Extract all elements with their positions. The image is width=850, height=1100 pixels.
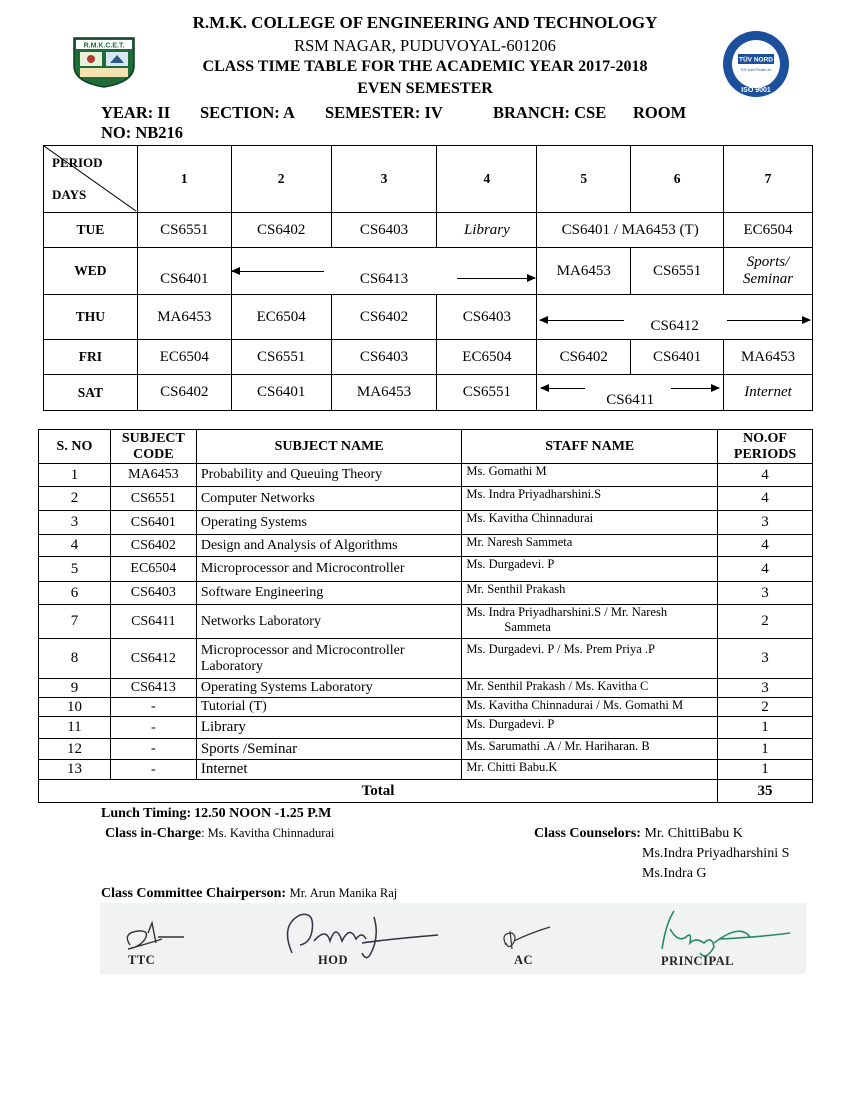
subject-name-line: Microprocessor and Microcontroller <box>200 642 405 658</box>
period-cell: CS6401 <box>231 375 331 411</box>
sno-cell: 12 <box>39 739 111 760</box>
signature-strip <box>100 903 806 974</box>
periods-cell: 3 <box>718 582 813 605</box>
day-label: WED <box>44 248 138 295</box>
period-cell: CS6551 <box>231 340 331 375</box>
corner-days-label: DAYS <box>52 187 87 202</box>
subject-name-cell: Operating Systems <box>196 511 462 535</box>
header-line: CODE <box>133 446 174 462</box>
period-text-line: Seminar <box>743 271 794 287</box>
staff-name-cell: Mr. Chitti Babu.K <box>462 760 718 780</box>
period-cell: CS6402 <box>137 375 231 411</box>
subject-name-cell: Library <box>196 717 462 739</box>
period-cell: CS6551 <box>437 375 537 411</box>
column-header-sno: S. NO <box>39 430 111 464</box>
lab-span-arrow-right <box>671 388 719 389</box>
period-cell: CS6402 <box>537 340 631 375</box>
incharge-value: : Ms. Kavitha Chinnadurai <box>201 826 335 840</box>
period-cell: Internet <box>724 375 813 411</box>
lab-code: CS6412 <box>650 318 699 334</box>
subject-name-cell: Microprocessor and Microcontroller <box>196 557 462 582</box>
sno-cell: 13 <box>39 760 111 780</box>
timetable-header-row <box>44 146 813 213</box>
table-row <box>39 464 813 487</box>
table-row <box>39 511 813 535</box>
table-row <box>39 717 813 739</box>
chair-value: Mr. Arun Manika Raj <box>289 886 398 900</box>
staff-line: Ms. Indra Priyadharshini.S / Mr. Naresh <box>466 605 668 619</box>
staff-name-cell: Ms. Sarumathi .A / Mr. Hariharan. B <box>462 739 718 760</box>
code-cell: CS6403 <box>110 582 196 605</box>
staff-name-cell: Ms. Durgadevi. P <box>462 717 718 739</box>
staff-name-cell: Mr. Senthil Prakash / Ms. Kavitha C <box>462 679 718 698</box>
table-row <box>39 605 813 639</box>
table-row <box>39 557 813 582</box>
class-counselors <box>534 826 743 842</box>
sno-cell: 6 <box>39 582 111 605</box>
branch-label: BRANCH: CSE <box>493 103 607 122</box>
period-cell: Library <box>437 213 537 248</box>
subject-name-cell: Design and Analysis of Algorithms <box>196 535 462 557</box>
sno-cell: 8 <box>39 639 111 679</box>
periods-cell: 1 <box>718 717 813 739</box>
staff-name-cell: Ms. Durgadevi. P / Ms. Prem Priya .P <box>462 639 718 679</box>
lab-block <box>537 375 724 411</box>
signature-label-ttc: TTC <box>128 953 156 967</box>
counselor-name: Ms.Indra G <box>642 866 707 881</box>
periods-cell: 3 <box>718 679 813 698</box>
day-label: THU <box>44 295 138 340</box>
lab-code: CS6411 <box>606 392 655 408</box>
period-cell: MA6453 <box>724 340 813 375</box>
sno-cell: 1 <box>39 464 111 487</box>
column-header-staff-name: STAFF NAME <box>462 430 718 464</box>
period-header: 3 <box>331 146 437 213</box>
subject-name-line: Laboratory <box>200 658 264 674</box>
day-label: SAT <box>44 375 138 411</box>
lab-code: CS6413 <box>359 271 409 287</box>
staff-line: Sammeta <box>504 620 551 634</box>
code-cell: CS6551 <box>110 487 196 511</box>
chair-label: Class Committee Chairperson: <box>101 886 287 901</box>
table-row <box>39 679 813 698</box>
sno-cell: 2 <box>39 487 111 511</box>
staff-name-cell: Ms. Durgadevi. P <box>462 557 718 582</box>
periods-cell: 2 <box>718 698 813 717</box>
period-header: 5 <box>537 146 631 213</box>
subject-name-cell: Software Engineering <box>196 582 462 605</box>
college-address: RSM NAGAR, PUDUVOYAL-601206 <box>294 36 556 55</box>
column-header-subject-name: SUBJECT NAME <box>196 430 462 464</box>
room-number: NO: NB216 <box>101 123 184 142</box>
header-line: SUBJECT <box>121 430 185 446</box>
period-cell: CS6403 <box>331 340 437 375</box>
total-label: Total <box>39 780 718 803</box>
period-cell: CS6402 <box>331 295 437 340</box>
total-value: 35 <box>718 780 813 803</box>
subject-name-cell: Tutorial (T) <box>196 698 462 717</box>
staff-name-cell <box>462 605 718 639</box>
periods-cell: 4 <box>718 464 813 487</box>
sno-cell: 5 <box>39 557 111 582</box>
periods-cell: 2 <box>718 605 813 639</box>
subject-name-cell <box>196 639 462 679</box>
day-label: FRI <box>44 340 138 375</box>
period-cell <box>724 248 813 295</box>
periods-cell: 4 <box>718 557 813 582</box>
committee-chairperson <box>101 886 397 902</box>
staff-name-cell: Ms. Kavitha Chinnadurai <box>462 511 718 535</box>
periods-cell: 4 <box>718 487 813 511</box>
code-cell: - <box>110 717 196 739</box>
period-text-line: Sports/ <box>746 254 790 270</box>
signature-label-hod: HOD <box>318 953 348 967</box>
year-label: YEAR: II <box>101 103 171 122</box>
sno-cell: 7 <box>39 605 111 639</box>
period-header: 4 <box>437 146 537 213</box>
staff-name-cell: Ms. Indra Priyadharshini.S <box>462 487 718 511</box>
subject-header-row <box>39 430 813 464</box>
code-cell: EC6504 <box>110 557 196 582</box>
period-header: 2 <box>231 146 331 213</box>
column-header-code <box>110 430 196 464</box>
staff-name-cell: Ms. Gomathi M <box>462 464 718 487</box>
subject-name-cell: Sports /Seminar <box>196 739 462 760</box>
day-row-wed <box>44 248 813 295</box>
header-line: PERIODS <box>733 446 797 462</box>
period-cell: CS6402 <box>231 213 331 248</box>
period-cell: CS6401 <box>631 340 724 375</box>
code-cell: CS6401 <box>110 511 196 535</box>
svg-text:TÜV India Private Ltd.: TÜV India Private Ltd. <box>740 68 772 72</box>
sno-cell: 11 <box>39 717 111 739</box>
signature-label-ac: AC <box>514 953 534 967</box>
sno-cell: 9 <box>39 679 111 698</box>
subject-name-cell: Computer Networks <box>196 487 462 511</box>
period-days-corner <box>44 146 138 213</box>
period-header: 7 <box>724 146 813 213</box>
periods-cell: 1 <box>718 739 813 760</box>
semester-type: EVEN SEMESTER <box>357 80 493 97</box>
code-cell: CS6413 <box>110 679 196 698</box>
period-cell: CS6403 <box>437 295 537 340</box>
period-cell-merged: CS6401 / MA6453 (T) <box>537 213 724 248</box>
period-header: 1 <box>137 146 231 213</box>
period-cell: MA6453 <box>537 248 631 295</box>
sno-cell: 3 <box>39 511 111 535</box>
code-cell: - <box>110 760 196 780</box>
college-name: R.M.K. COLLEGE OF ENGINEERING AND TECHNOLOGY <box>192 13 658 32</box>
counselor-name: Ms.Indra Priyadharshini S <box>642 846 790 861</box>
table-row <box>39 582 813 605</box>
subject-name-cell: Networks Laboratory <box>196 605 462 639</box>
staff-name-cell: Ms. Kavitha Chinnadurai / Ms. Gomathi M <box>462 698 718 717</box>
room-label: ROOM <box>633 103 687 122</box>
periods-cell: 4 <box>718 535 813 557</box>
staff-name-cell: Mr. Naresh Sammeta <box>462 535 718 557</box>
class-incharge <box>105 826 334 842</box>
timetable-grid <box>43 145 813 411</box>
period-cell: EC6504 <box>437 340 537 375</box>
periods-cell: 3 <box>718 639 813 679</box>
periods-cell: 3 <box>718 511 813 535</box>
lab-block <box>537 295 813 340</box>
code-cell: MA6453 <box>110 464 196 487</box>
table-row <box>39 535 813 557</box>
staff-name-cell: Mr. Senthil Prakash <box>462 582 718 605</box>
sno-cell: 10 <box>39 698 111 717</box>
lab-span-arrow-left <box>232 271 324 272</box>
lab-span-arrow-right <box>727 320 810 321</box>
svg-text:R.M.K.C.E.T.: R.M.K.C.E.T. <box>83 42 125 50</box>
subject-name-cell: Internet <box>196 760 462 780</box>
period-cell: EC6504 <box>137 340 231 375</box>
total-row <box>39 780 813 803</box>
day-row-tue <box>44 213 813 248</box>
day-label: TUE <box>44 213 138 248</box>
table-row <box>39 639 813 679</box>
document-title: CLASS TIME TABLE FOR THE ACADEMIC YEAR 2017-2018 <box>202 58 648 75</box>
period-cell: MA6453 <box>331 375 437 411</box>
subject-allocation-table <box>38 429 813 803</box>
period-cell: CS6403 <box>331 213 437 248</box>
counselor-name: Mr. ChittiBabu K <box>644 826 743 841</box>
lunch-timing <box>101 806 331 822</box>
section-label: SECTION: A <box>200 103 295 122</box>
period-cell: CS6551 <box>137 213 231 248</box>
day-row-thu <box>44 295 813 340</box>
lab-span-arrow-right <box>457 278 535 279</box>
code-cell: CS6412 <box>110 639 196 679</box>
period-cell: EC6504 <box>724 213 813 248</box>
period-cell: EC6504 <box>231 295 331 340</box>
period-cell: CS6401 <box>137 248 231 295</box>
lunch-value: 12.50 NOON -1.25 P.M <box>194 806 332 821</box>
svg-text:TÜV NORD: TÜV NORD <box>739 56 773 64</box>
table-row <box>39 760 813 780</box>
periods-cell: 1 <box>718 760 813 780</box>
lab-span-arrow-left <box>540 320 624 321</box>
lab-span-arrow-left <box>541 388 585 389</box>
period-header: 6 <box>631 146 724 213</box>
table-row <box>39 739 813 760</box>
day-row-sat <box>44 375 813 411</box>
corner-period-label: PERIOD <box>52 155 103 170</box>
subject-name-cell: Operating Systems Laboratory <box>196 679 462 698</box>
svg-text:ISO 9001: ISO 9001 <box>741 87 771 94</box>
column-header-periods <box>718 430 813 464</box>
sno-cell: 4 <box>39 535 111 557</box>
code-cell: - <box>110 739 196 760</box>
lunch-label: Lunch Timing: <box>101 806 192 821</box>
signature-label-principal: PRINCIPAL <box>661 954 735 968</box>
day-row-fri <box>44 340 813 375</box>
code-cell: - <box>110 698 196 717</box>
period-cell: CS6551 <box>631 248 724 295</box>
period-cell: MA6453 <box>137 295 231 340</box>
table-row <box>39 487 813 511</box>
subject-name-cell: Probability and Queuing Theory <box>196 464 462 487</box>
table-row <box>39 698 813 717</box>
code-cell: CS6411 <box>110 605 196 639</box>
code-cell: CS6402 <box>110 535 196 557</box>
header-line: NO.OF <box>743 430 787 446</box>
counselors-label: Class Counselors: <box>534 826 641 841</box>
semester-label: SEMESTER: IV <box>325 103 443 122</box>
incharge-label: Class in-Charge <box>105 826 202 841</box>
